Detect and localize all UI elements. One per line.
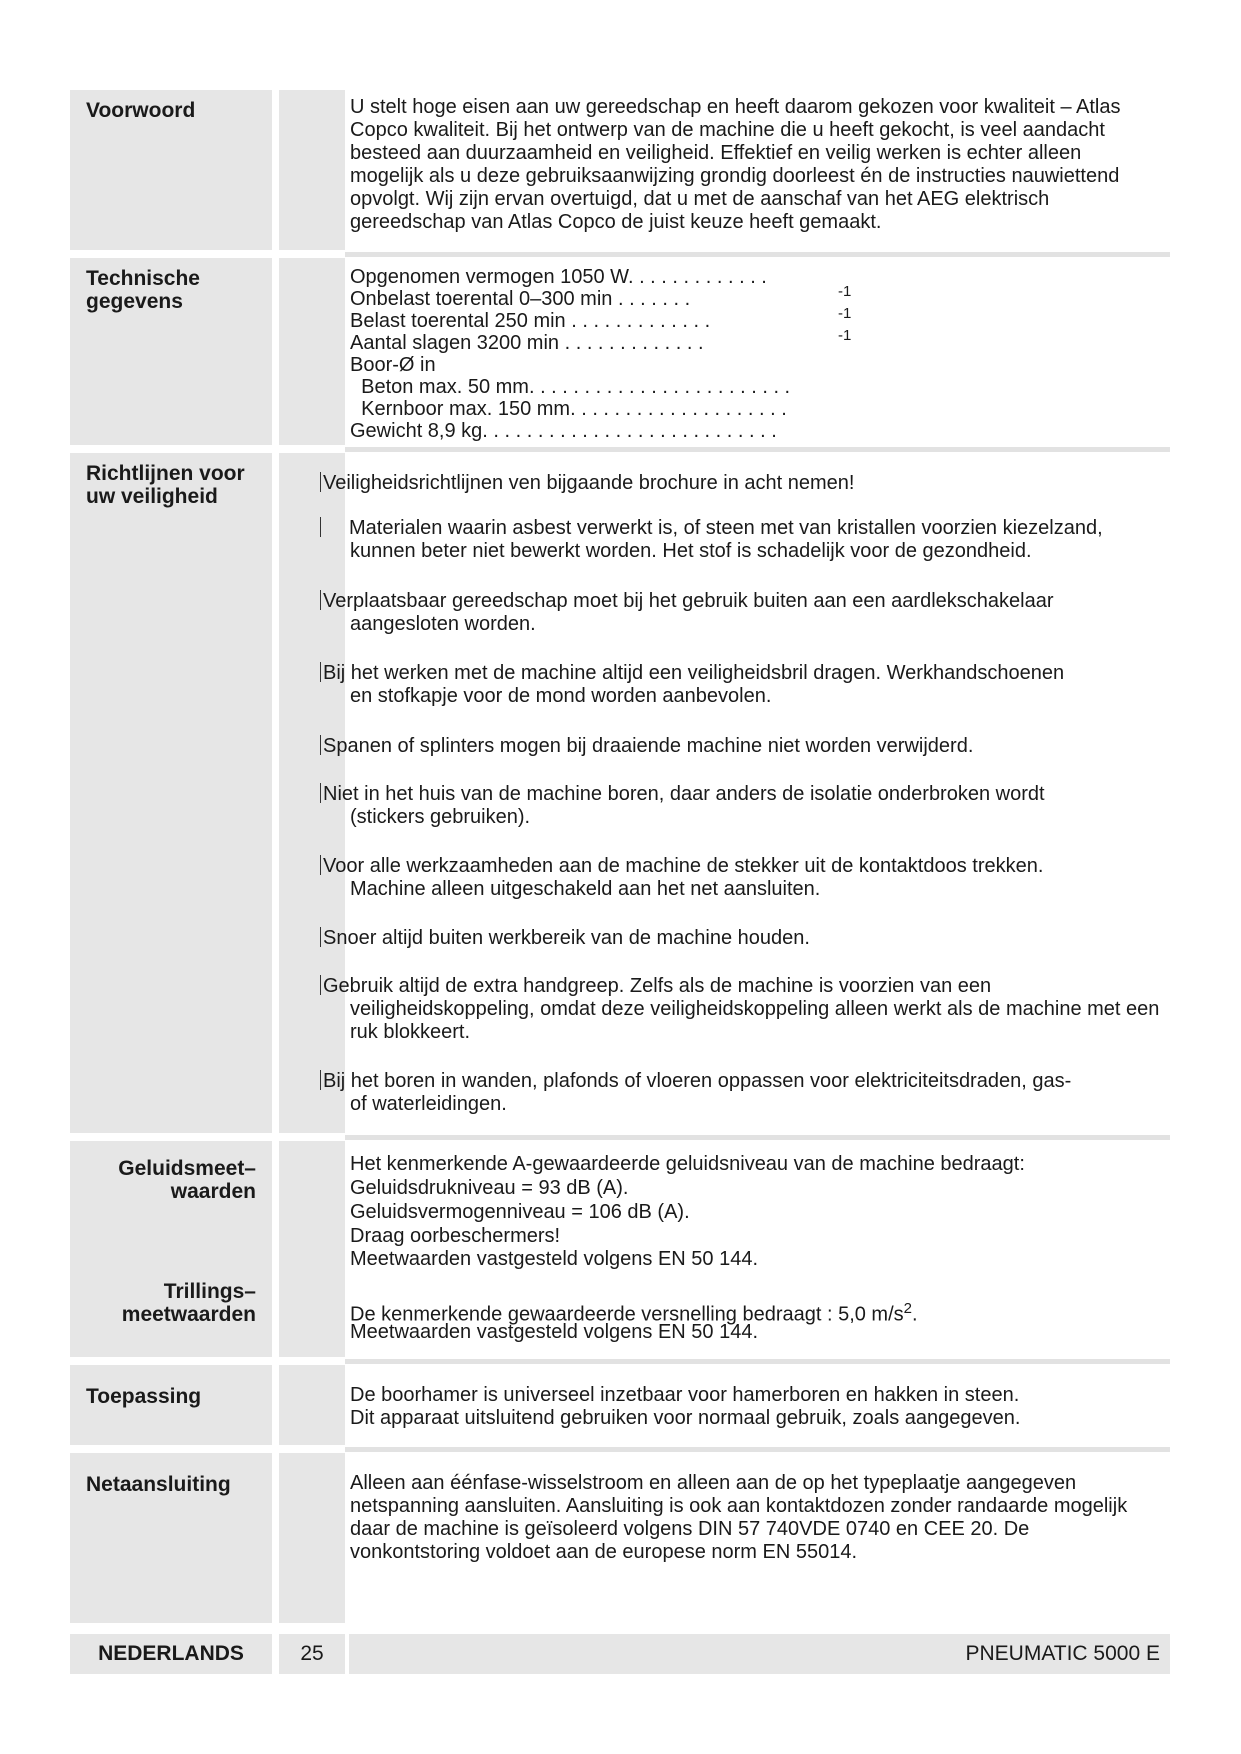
safety-item bbox=[320, 662, 1180, 708]
trilling-line: Meetwaarden vastgesteld volgens EN 50 144. bbox=[350, 1321, 759, 1343]
section-divider bbox=[345, 1359, 1170, 1364]
spec-line-impact-rate: Aantal slagen 3200 min . . . . . . . . . . . . . bbox=[350, 332, 704, 354]
footer-page-number: 25 bbox=[279, 1634, 345, 1674]
footer-language: NEDERLANDS bbox=[70, 1634, 272, 1674]
bullet-marker bbox=[320, 975, 321, 995]
safety-item-text: Voor alle werkzaamheden aan de machine de stekker uit de kontaktdoos trekken. bbox=[323, 855, 1044, 877]
technisch-label-line2: gegevens bbox=[86, 290, 183, 313]
safety-item-text: Bij het werken met de machine altijd een veiligheidsbril dragen. Werkhandschoenen bbox=[323, 662, 1065, 684]
section-divider bbox=[345, 1447, 1170, 1452]
section-label-veiligheid bbox=[70, 453, 272, 1133]
safety-item bbox=[320, 472, 1180, 495]
geluid-line: Geluidsvermogenniveau = 106 dB (A). bbox=[350, 1201, 690, 1223]
safety-item-text: Materialen waarin asbest verwerkt is, of steen met van kristallen voorzien kiezelzand, bbox=[349, 517, 1103, 539]
geluid-line: Meetwaarden vastgesteld volgens EN 50 144. bbox=[350, 1248, 759, 1270]
safety-item bbox=[320, 855, 1180, 901]
spec-line-core-bit: Kernboor max. 150 mm. . . . . . . . . . . . . . . . . . . . bbox=[350, 398, 787, 420]
veiligheid-label-line2: uw veiligheid bbox=[86, 485, 218, 508]
spec-line-load-speed: Belast toerental 250 min . . . . . . . . . . . . . bbox=[350, 310, 711, 332]
safety-item-text: Bij het boren in wanden, plafonds of vloeren oppassen voor elektriciteitsdraden, gas- bbox=[323, 1070, 1072, 1092]
toepassing-line: Dit apparaat uitsluitend gebruiken voor normaal gebruik, zoals aangegeven. bbox=[350, 1407, 1021, 1429]
safety-item-continuation: of waterleidingen. bbox=[350, 1093, 507, 1115]
geluid-line: Geluidsdrukniveau = 93 dB (A). bbox=[350, 1177, 629, 1199]
netaansluiting-text: Alleen aan éénfase-wisselstroom en alleen aan de op het typeplaatje aangegeven netspanning aansluiten. Aansluiting is ook aan kontaktdozen zonder randaarde mogelijk daar de machine is geïsoleerd volgens DIN 57 740VDE 0740 en CEE 20. De vonkontstoring voldoet aan de europese norm EN 55014. bbox=[350, 1472, 1128, 1563]
bullet-marker bbox=[320, 927, 321, 947]
spec-superscript-impact: -1 bbox=[838, 327, 852, 344]
middle-strip bbox=[279, 258, 345, 445]
middle-strip bbox=[279, 1453, 345, 1623]
bullet-marker bbox=[320, 735, 321, 755]
trilling-superscript: 2 bbox=[903, 1300, 912, 1317]
trilling-period: . bbox=[912, 1303, 918, 1326]
safety-item-text: Niet in het huis van de machine boren, daar anders de isolatie onderbroken wordt bbox=[323, 783, 1045, 805]
safety-item bbox=[320, 590, 1180, 636]
bullet-marker bbox=[320, 517, 321, 537]
spec-line-drill-diameter: Boor-Ø in bbox=[350, 354, 436, 376]
spec-line-weight: Gewicht 8,9 kg. . . . . . . . . . . . . . . . . . . . . . . . . . . bbox=[350, 420, 777, 442]
safety-item-continuation: (stickers gebruiken). bbox=[350, 806, 531, 828]
footer-model: PNEUMATIC 5000 E bbox=[349, 1634, 1170, 1674]
bullet-marker bbox=[320, 1070, 321, 1090]
spec-superscript-load: -1 bbox=[838, 305, 852, 322]
section-divider bbox=[345, 447, 1170, 452]
safety-item-text: Verplaatsbaar gereedschap moet bij het gebruik buiten aan een aardlekschakelaar bbox=[323, 590, 1054, 612]
safety-item bbox=[320, 1070, 1180, 1116]
netaansluiting-label: Netaansluiting bbox=[86, 1473, 231, 1496]
toepassing-label: Toepassing bbox=[86, 1385, 202, 1408]
safety-item-continuation: en stofkapje voor de mond worden aanbevolen. bbox=[350, 685, 772, 707]
voorwoord-label: Voorwoord bbox=[86, 99, 196, 122]
spec-line-power: Opgenomen vermogen 1050 W. . . . . . . . . . . . . bbox=[350, 266, 767, 288]
bullet-marker bbox=[320, 855, 321, 875]
geluid-line: Het kenmerkende A-gewaardeerde geluidsniveau van de machine bedraagt: bbox=[350, 1153, 1025, 1175]
voorwoord-text: U stelt hoge eisen aan uw gereedschap en heeft daarom gekozen voor kwaliteit – Atlas Copco kwaliteit. Bij het ontwerp van de machine die u heeft gekocht, is veel aandacht besteed aan duurzaamheid en veiligheid. Effektief en veilig werken is echter alleen mogelijk als u deze gebruiksaanwijzing grondig doorleest én de instructies nauwiettend opvolgt. Wij zijn ervan overtuigd, dat u met de aanschaf van het AEG elektrisch gereedschap van Atlas Copco de juist keuze heeft gemaakt. bbox=[350, 96, 1121, 233]
safety-item bbox=[320, 735, 1180, 758]
spec-line-concrete: Beton max. 50 mm. . . . . . . . . . . . . . . . . . . . . . . . bbox=[350, 376, 791, 398]
trilling-label-line2: meetwaarden bbox=[121, 1303, 256, 1326]
safety-item-text: Snoer altijd buiten werkbereik van de machine houden. bbox=[323, 927, 810, 949]
section-label-voorwoord bbox=[70, 90, 272, 250]
middle-strip bbox=[279, 1141, 345, 1357]
safety-item-continuation: veiligheidskoppeling, omdat deze veiligheidskoppeling alleen werkt als de machine met een ruk blokkeert. bbox=[350, 998, 1160, 1043]
geluid-label-line2: waarden bbox=[170, 1180, 256, 1203]
spec-line-idle-speed: Onbelast toerental 0–300 min . . . . . . . bbox=[350, 288, 691, 310]
bullet-marker bbox=[320, 783, 321, 803]
section-label-technisch bbox=[70, 258, 272, 445]
safety-item bbox=[320, 975, 1180, 1044]
safety-item-text: Veiligheidsrichtlijnen ven bijgaande brochure in acht nemen! bbox=[323, 472, 855, 494]
geluid-line: Draag oorbeschermers! bbox=[350, 1225, 561, 1247]
geluid-label-line1: Geluidsmeet– bbox=[118, 1157, 256, 1180]
section-divider bbox=[345, 1135, 1170, 1140]
veiligheid-label-line1: Richtlijnen voor bbox=[86, 462, 245, 485]
section-label-netaansluiting bbox=[70, 1453, 272, 1623]
safety-item-text: Spanen of splinters mogen bij draaiende machine niet worden verwijderd. bbox=[323, 735, 974, 757]
safety-item-continuation: Machine alleen uitgeschakeld aan het net aansluiten. bbox=[350, 878, 821, 900]
section-label-toepassing bbox=[70, 1365, 272, 1445]
section-divider bbox=[345, 252, 1170, 257]
middle-strip bbox=[279, 90, 345, 250]
bullet-marker bbox=[320, 590, 321, 610]
safety-item bbox=[320, 927, 1180, 950]
toepassing-line: De boorhamer is universeel inzetbaar voor hamerboren en hakken in steen. bbox=[350, 1384, 1020, 1406]
trilling-text: De kenmerkende gewaardeerde versnelling bedraagt : 5,0 m/s bbox=[350, 1303, 904, 1326]
trilling-label-line1: Trillings– bbox=[163, 1280, 256, 1303]
section-label-geluid bbox=[70, 1141, 272, 1357]
bullet-marker bbox=[320, 472, 321, 492]
spec-superscript-idle: -1 bbox=[838, 283, 852, 300]
safety-item bbox=[320, 783, 1180, 829]
safety-item-text: Gebruik altijd de extra handgreep. Zelfs als de machine is voorzien van een bbox=[323, 975, 992, 997]
bullet-marker bbox=[320, 662, 321, 682]
safety-item bbox=[320, 517, 1180, 563]
safety-item-continuation: kunnen beter niet bewerkt worden. Het stof is schadelijk voor de gezondheid. bbox=[350, 540, 1032, 562]
technisch-label-line1: Technische bbox=[86, 267, 200, 290]
middle-strip bbox=[279, 1365, 345, 1445]
safety-item-continuation: aangesloten worden. bbox=[350, 613, 536, 635]
